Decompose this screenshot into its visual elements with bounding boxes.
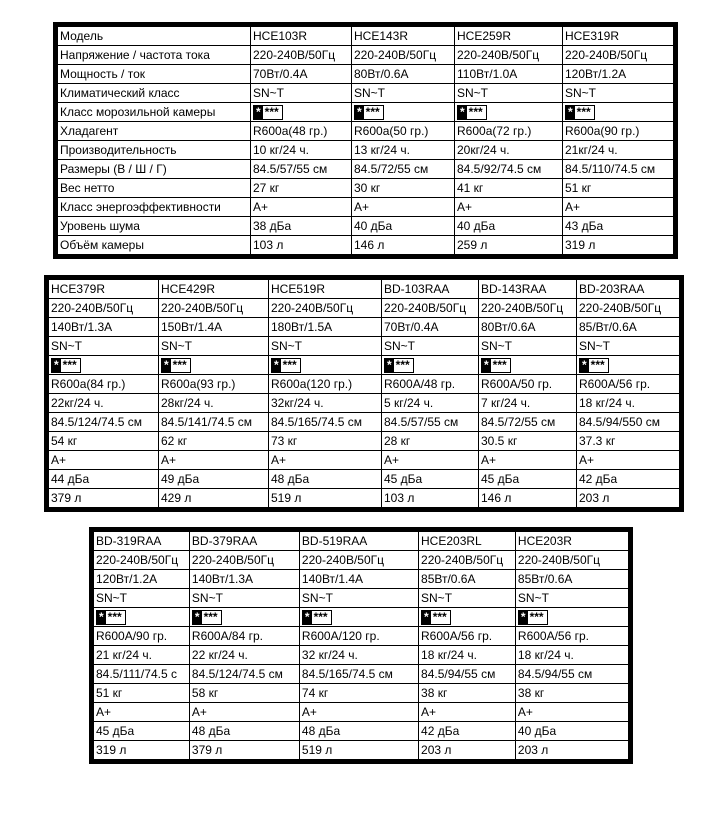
table-row [47, 299, 682, 318]
freezer-star-rating: * *** [457, 105, 487, 120]
spec-table-3 [89, 527, 633, 764]
table-cell: 30 кг [352, 179, 455, 198]
table-cell: 220-240В/50Гц [419, 551, 516, 570]
table-cell: HCE319R [563, 25, 676, 46]
table-cell: 21кг/24 ч. [563, 141, 676, 160]
table-cell: R600A/56 гр. [515, 627, 630, 646]
table-cell: R600A/56 гр. [419, 627, 516, 646]
table-cell: Объём камеры [56, 236, 251, 257]
table-cell: А+ [47, 451, 159, 470]
table-cell: BD-379RAA [189, 530, 299, 551]
table-cell: 22 кг/24 ч. [189, 646, 299, 665]
table-cell: 45 дБа [92, 722, 190, 741]
table-cell: SN~T [455, 84, 563, 103]
table-cell: 42 дБа [419, 722, 516, 741]
table-row [92, 722, 631, 741]
table-cell: 22кг/24 ч. [47, 394, 159, 413]
table-cell: R600a(120 гр.) [269, 375, 382, 394]
table-row [56, 141, 676, 160]
table-cell: 48 дБа [189, 722, 299, 741]
table-cell: SN~T [419, 589, 516, 608]
table-cell: 80Вт/0.6А [352, 65, 455, 84]
table-cell: R600a(93 гр.) [159, 375, 269, 394]
table-cell: 48 дБа [299, 722, 418, 741]
table-cell: 180Вт/1.5А [269, 318, 382, 337]
table-cell: А+ [269, 451, 382, 470]
table-cell: 519 л [299, 741, 418, 762]
table-row [92, 627, 631, 646]
table-cell: 379 л [47, 489, 159, 510]
table-cell: SN~T [577, 337, 682, 356]
table-row [92, 570, 631, 589]
table-cell: 203 л [515, 741, 630, 762]
table-cell: 140Вт/1.3А [47, 318, 159, 337]
table-cell: Напряжение / частота тока [56, 46, 251, 65]
freezer-class-cell [577, 356, 682, 375]
freezer-star-rating: * *** [51, 358, 81, 373]
table-cell: SN~T [47, 337, 159, 356]
table-cell: 84.5/111/74.5 с [92, 665, 190, 684]
table-cell: R600a(84 гр.) [47, 375, 159, 394]
table-cell: R600a(72 гр.) [455, 122, 563, 141]
table-cell: 84.5/165/74.5 см [299, 665, 418, 684]
table-cell: 84.5/110/74.5 см [563, 160, 676, 179]
table-row [47, 356, 682, 375]
table-cell: 44 дБа [47, 470, 159, 489]
freezer-class-cell [479, 356, 577, 375]
table-cell: Производительность [56, 141, 251, 160]
table-cell: А+ [577, 451, 682, 470]
table-cell: 70Вт/0.4А [251, 65, 352, 84]
table-cell: 84.5/57/55 см [251, 160, 352, 179]
table-cell: 38 кг [419, 684, 516, 703]
freezer-star-rating: * *** [481, 358, 511, 373]
table-cell: 21 кг/24 ч. [92, 646, 190, 665]
freezer-class-cell [299, 608, 418, 627]
table-cell: 80Вт/0.6А [479, 318, 577, 337]
freezer-star-rating: * *** [192, 610, 222, 625]
table-row [92, 589, 631, 608]
table-row [47, 278, 682, 299]
table-cell: R600A/120 гр. [299, 627, 418, 646]
table-cell: 220-240В/50Гц [251, 46, 352, 65]
table-cell: 146 л [479, 489, 577, 510]
table-cell: 18 кг/24 ч. [419, 646, 516, 665]
table-cell: 38 дБа [251, 217, 352, 236]
table-cell: HCE143R [352, 25, 455, 46]
table-cell: 259 л [455, 236, 563, 257]
freezer-class-cell [251, 103, 352, 122]
table-cell: 18 кг/24 ч. [577, 394, 682, 413]
table-cell: 51 кг [92, 684, 190, 703]
table-cell: 220-240В/50Гц [159, 299, 269, 318]
table-cell: А+ [382, 451, 479, 470]
table-cell: 7 кг/24 ч. [479, 394, 577, 413]
table-cell: 84.5/94/550 см [577, 413, 682, 432]
table-cell: 203 л [577, 489, 682, 510]
table-cell: 51 кг [563, 179, 676, 198]
table-cell: 42 дБа [577, 470, 682, 489]
table-cell: R600a(50 гр.) [352, 122, 455, 141]
table-cell: 220-240В/50Гц [382, 299, 479, 318]
table-cell: BD-103RAA [382, 278, 479, 299]
table-cell: 40 дБа [455, 217, 563, 236]
table-cell: 220-240В/50Гц [269, 299, 382, 318]
table-cell: SN~T [269, 337, 382, 356]
table-cell: 220-240В/50Гц [563, 46, 676, 65]
table-cell: 103 л [382, 489, 479, 510]
table-cell: R600A/50 гр. [479, 375, 577, 394]
freezer-star-rating: * *** [302, 610, 332, 625]
table-cell: 13 кг/24 ч. [352, 141, 455, 160]
table-cell: А+ [299, 703, 418, 722]
freezer-star-rating: * *** [161, 358, 191, 373]
table-cell: R600A/90 гр. [92, 627, 190, 646]
table-cell: 10 кг/24 ч. [251, 141, 352, 160]
table-cell: 220-240В/50Гц [479, 299, 577, 318]
table-cell: 110Вт/1.0А [455, 65, 563, 84]
table-cell: Хладагент [56, 122, 251, 141]
table-cell: Мощность / ток [56, 65, 251, 84]
table-cell: Класс морозильной камеры [56, 103, 251, 122]
table-cell: А+ [251, 198, 352, 217]
table-row [56, 122, 676, 141]
table-cell: 85Вт/0.6А [419, 570, 516, 589]
table-row [92, 741, 631, 762]
table-cell: Размеры (В / Ш / Г) [56, 160, 251, 179]
table-cell: BD-319RAA [92, 530, 190, 551]
table-cell: SN~T [299, 589, 418, 608]
table-cell: BD-203RAA [577, 278, 682, 299]
table-cell: R600A/84 гр. [189, 627, 299, 646]
table-cell: 220-240В/50Гц [92, 551, 190, 570]
table-cell: R600a(48 гр.) [251, 122, 352, 141]
table-cell: Уровень шума [56, 217, 251, 236]
table-cell: А+ [92, 703, 190, 722]
table-row [56, 65, 676, 84]
table-cell: Климатический класс [56, 84, 251, 103]
table-cell: 74 кг [299, 684, 418, 703]
table-cell: HCE203R [515, 530, 630, 551]
table-cell: 84.5/124/74.5 см [189, 665, 299, 684]
table-row [56, 217, 676, 236]
table-cell: 220-240В/50Гц [189, 551, 299, 570]
freezer-class-cell [47, 356, 159, 375]
table-cell: 120Вт/1.2А [92, 570, 190, 589]
table-cell: 20кг/24 ч. [455, 141, 563, 160]
table-cell: А+ [479, 451, 577, 470]
table-cell: 220-240В/50Гц [515, 551, 630, 570]
table-cell: 70Вт/0.4А [382, 318, 479, 337]
table-cell: Класс энергоэффективности [56, 198, 251, 217]
freezer-class-cell [92, 608, 190, 627]
table-cell: HCE519R [269, 278, 382, 299]
table-cell: HCE259R [455, 25, 563, 46]
table-cell: R600A/56 гр. [577, 375, 682, 394]
freezer-star-rating: * *** [565, 105, 595, 120]
table-row [56, 160, 676, 179]
table-cell: BD-519RAA [299, 530, 418, 551]
table-cell: 58 кг [189, 684, 299, 703]
table-cell: 220-240В/50Гц [299, 551, 418, 570]
table-row [47, 337, 682, 356]
spec-table-1 [53, 22, 678, 259]
table-cell: R600A/48 гр. [382, 375, 479, 394]
table-cell: R600a(90 гр.) [563, 122, 676, 141]
freezer-class-cell [159, 356, 269, 375]
table-cell: 18 кг/24 ч. [515, 646, 630, 665]
table-cell: 203 л [419, 741, 516, 762]
freezer-star-rating: * *** [579, 358, 609, 373]
table-row [47, 451, 682, 470]
freezer-star-rating: * *** [253, 105, 283, 120]
table-cell: 41 кг [455, 179, 563, 198]
table-cell: А+ [352, 198, 455, 217]
table-cell: 5 кг/24 ч. [382, 394, 479, 413]
table-row [56, 46, 676, 65]
freezer-class-cell [352, 103, 455, 122]
table-cell: 150Вт/1.4А [159, 318, 269, 337]
freezer-star-rating: * *** [384, 358, 414, 373]
table-row [47, 375, 682, 394]
table-cell: А+ [563, 198, 676, 217]
table-cell: 28кг/24 ч. [159, 394, 269, 413]
freezer-class-cell [269, 356, 382, 375]
table-cell: 84.5/94/55 см [419, 665, 516, 684]
table-row [47, 394, 682, 413]
table-cell: SN~T [159, 337, 269, 356]
table-cell: HCE379R [47, 278, 159, 299]
table-cell: SN~T [251, 84, 352, 103]
table-cell: HCE103R [251, 25, 352, 46]
table-cell: 73 кг [269, 432, 382, 451]
table-row [56, 236, 676, 257]
table-cell: 220-240В/50Гц [577, 299, 682, 318]
table-cell: 32кг/24 ч. [269, 394, 382, 413]
table-cell: 84.5/124/74.5 см [47, 413, 159, 432]
table-cell: 49 дБа [159, 470, 269, 489]
table-cell: 37.3 кг [577, 432, 682, 451]
freezer-star-rating: * *** [271, 358, 301, 373]
freezer-class-cell [455, 103, 563, 122]
table-cell: 379 л [189, 741, 299, 762]
table-cell: А+ [159, 451, 269, 470]
table-cell: 319 л [563, 236, 676, 257]
table-cell: 84.5/57/55 см [382, 413, 479, 432]
freezer-class-cell [382, 356, 479, 375]
table-cell: А+ [455, 198, 563, 217]
table-cell: Вес нетто [56, 179, 251, 198]
table-cell: 84.5/72/55 см [479, 413, 577, 432]
table-cell: 28 кг [382, 432, 479, 451]
table-cell: 103 л [251, 236, 352, 257]
table-cell: 85/Вт/0.6А [577, 318, 682, 337]
table-row [47, 318, 682, 337]
table-cell: HCE203RL [419, 530, 516, 551]
table-cell: SN~T [515, 589, 630, 608]
freezer-class-cell [189, 608, 299, 627]
table-row [92, 551, 631, 570]
table-row [47, 432, 682, 451]
freezer-star-rating: * *** [96, 610, 126, 625]
table-row [92, 665, 631, 684]
table-cell: 120Вт/1.2А [563, 65, 676, 84]
table-cell: 84.5/92/74.5 см [455, 160, 563, 179]
table-cell: 40 дБа [515, 722, 630, 741]
table-cell: 146 л [352, 236, 455, 257]
table-row [56, 179, 676, 198]
table-row [47, 489, 682, 510]
table-row [56, 198, 676, 217]
table-row [92, 646, 631, 665]
table-row [56, 25, 676, 46]
table-row [47, 413, 682, 432]
table-cell: 27 кг [251, 179, 352, 198]
table-cell: 30.5 кг [479, 432, 577, 451]
table-row [92, 608, 631, 627]
table-cell: 62 кг [159, 432, 269, 451]
table-row [56, 84, 676, 103]
freezer-class-cell [563, 103, 676, 122]
spec-table-2 [44, 275, 684, 512]
table-cell: 84.5/165/74.5 см [269, 413, 382, 432]
table-row [56, 103, 676, 122]
table-cell: BD-143RAA [479, 278, 577, 299]
freezer-star-rating: * *** [518, 610, 548, 625]
table-cell: 84.5/72/55 см [352, 160, 455, 179]
table-row [92, 703, 631, 722]
table-cell: 140Вт/1.3А [189, 570, 299, 589]
table-cell: SN~T [382, 337, 479, 356]
freezer-star-rating: * *** [354, 105, 384, 120]
freezer-class-cell [419, 608, 516, 627]
table-cell: 54 кг [47, 432, 159, 451]
freezer-star-rating: * *** [421, 610, 451, 625]
table-cell: 84.5/141/74.5 см [159, 413, 269, 432]
freezer-class-cell [515, 608, 630, 627]
table-cell: 519 л [269, 489, 382, 510]
table-cell: SN~T [92, 589, 190, 608]
table-cell: Модель [56, 25, 251, 46]
table-cell: 220-240В/50Гц [455, 46, 563, 65]
table-cell: SN~T [189, 589, 299, 608]
table-cell: А+ [189, 703, 299, 722]
table-cell: 45 дБа [479, 470, 577, 489]
table-row [92, 684, 631, 703]
table-cell: 84.5/94/55 см [515, 665, 630, 684]
table-cell: 319 л [92, 741, 190, 762]
table-cell: HCE429R [159, 278, 269, 299]
table-cell: 429 л [159, 489, 269, 510]
table-cell: 220-240В/50Гц [47, 299, 159, 318]
table-cell: 85Вт/0.6А [515, 570, 630, 589]
table-cell: 40 дБа [352, 217, 455, 236]
table-cell: SN~T [563, 84, 676, 103]
table-cell: 45 дБа [382, 470, 479, 489]
table-cell: 48 дБа [269, 470, 382, 489]
table-row [47, 470, 682, 489]
table-cell: 43 дБа [563, 217, 676, 236]
table-cell: 32 кг/24 ч. [299, 646, 418, 665]
table-cell: 38 кг [515, 684, 630, 703]
table-cell: 220-240В/50Гц [352, 46, 455, 65]
table-row [92, 530, 631, 551]
table-cell: SN~T [352, 84, 455, 103]
table-cell: А+ [515, 703, 630, 722]
table-cell: 140Вт/1.4А [299, 570, 418, 589]
table-cell: SN~T [479, 337, 577, 356]
table-cell: А+ [419, 703, 516, 722]
